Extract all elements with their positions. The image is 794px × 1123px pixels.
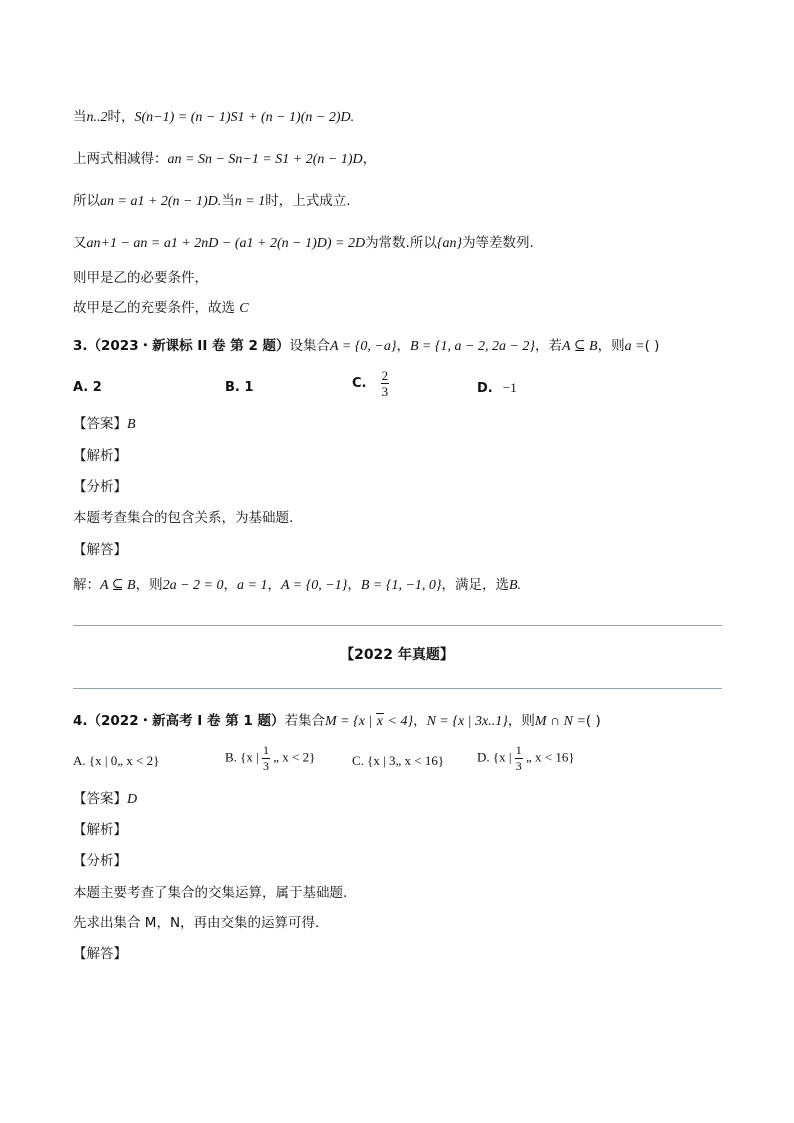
- formula: n = 1: [234, 194, 266, 209]
- q4-stem: [73, 712, 601, 731]
- option-text: „ x < 16}: [525, 749, 575, 765]
- formula: S(n−1) = (n − 1)S1 + (n − 1)(n − 2)D.: [134, 110, 355, 125]
- text: 时，上式成立.: [265, 193, 351, 209]
- numerator: 1: [263, 743, 270, 757]
- text: 则甲是乙的必要条件，: [73, 270, 208, 286]
- option-text: B. {x |: [225, 749, 259, 765]
- q3-jieda: [73, 541, 127, 559]
- formula: N = {x | 3x..1}: [426, 714, 508, 729]
- section-divider-top: [73, 625, 722, 626]
- fraction: [515, 743, 523, 774]
- proof-line-2: [73, 150, 376, 169]
- q4-number: 4.（2022・新高考 I 卷 第 1 题）: [73, 713, 285, 729]
- q4-jiexi: [73, 821, 127, 839]
- text: 若集合: [284, 713, 326, 729]
- q4-option-d: [477, 743, 575, 774]
- math: ..2: [93, 110, 108, 125]
- paren: ( ): [644, 338, 660, 354]
- text: ，: [267, 577, 281, 593]
- fraction: [381, 368, 390, 399]
- formula: M = {x |: [325, 714, 376, 729]
- proof-line-5: [73, 269, 208, 287]
- q4-option-b: [225, 743, 315, 774]
- option-label: D.: [477, 381, 493, 396]
- text: 当: [221, 193, 235, 209]
- q3-option-d: [477, 380, 517, 396]
- text: ，: [347, 577, 361, 593]
- text: 解：: [73, 577, 100, 593]
- text: ，: [413, 713, 427, 729]
- sqrt: x: [376, 714, 384, 729]
- proof-line-4: [73, 234, 534, 253]
- q4-option-a: [73, 753, 159, 769]
- q3-solution: [73, 576, 521, 595]
- text: ，则: [597, 338, 625, 354]
- formula: < 4}: [384, 714, 414, 729]
- text: 本题主要考查了集合的交集运算，属于基础题.: [73, 885, 348, 901]
- text: 又: [73, 235, 87, 251]
- q3-option-c: [352, 368, 389, 399]
- option-text: C. {x | 3„ x < 16}: [352, 753, 445, 768]
- q3-option-a: [73, 380, 102, 395]
- heading: 【解答】: [73, 946, 127, 962]
- text: ，若: [535, 338, 563, 354]
- q4-fenxi: [73, 852, 127, 870]
- q3-stem: [73, 337, 659, 356]
- answer-choice: C: [239, 301, 249, 316]
- heading: 【分析】: [73, 853, 127, 869]
- text: ，则: [135, 577, 163, 593]
- q4-option-c: [352, 753, 444, 769]
- answer-value: D: [127, 792, 138, 807]
- q4-analysis-2: [73, 914, 319, 932]
- answer-value: B: [127, 417, 136, 432]
- text: ，则: [507, 713, 535, 729]
- section-divider-bottom: [73, 688, 722, 689]
- answer-label: 【答案】: [73, 791, 127, 807]
- formula: {an}: [436, 236, 463, 251]
- option-label: C.: [352, 376, 367, 391]
- text: 当: [73, 109, 87, 125]
- formula: a =: [624, 339, 645, 354]
- formula: A ⊆ B: [100, 578, 136, 593]
- math: n: [86, 110, 94, 125]
- denominator: 3: [381, 384, 389, 399]
- formula: B.: [509, 578, 522, 593]
- proof-line-6: [73, 299, 249, 318]
- section-title: 【2022 年真题】: [340, 647, 454, 663]
- option-text: „ x < 2}: [273, 749, 316, 765]
- answer-label: 【答案】: [73, 416, 127, 432]
- q4-jieda: [73, 945, 127, 963]
- text: ，: [396, 338, 410, 354]
- numerator: 2: [381, 368, 389, 383]
- formula: an = Sn − Sn−1 = S1 + 2(n − 1)D: [167, 152, 363, 167]
- text: 为常数.所以: [365, 235, 437, 251]
- formula: A ⊆ B: [562, 339, 598, 354]
- formula: B = {1, −1, 0}: [360, 578, 442, 593]
- text: 先求出集合 M，N，再由交集的运算可得.: [73, 915, 320, 931]
- q3-number: 3.（2023・新课标 II 卷 第 2 题）: [73, 338, 290, 354]
- formula: A = {0, −1}: [280, 578, 348, 593]
- q3-fenxi: [73, 478, 127, 496]
- text: 为等差数列.: [462, 235, 534, 251]
- text: ，满足，选: [441, 577, 509, 593]
- text: ，: [223, 577, 237, 593]
- q4-analysis-1: [73, 884, 347, 902]
- q3-analysis: [73, 509, 293, 527]
- q3-option-b: [225, 380, 253, 395]
- text: 上两式相减得：: [73, 151, 168, 167]
- formula: an = a1 + 2(n − 1)D.: [100, 194, 222, 209]
- option-text: B. 1: [225, 380, 254, 395]
- denominator: 3: [515, 759, 522, 773]
- text: ，: [362, 151, 377, 167]
- q3-jiexi: [73, 447, 127, 465]
- text: 时，: [107, 109, 135, 125]
- formula: an+1 − an = a1 + 2nD − (a1 + 2(n − 1)D) = 2D: [86, 236, 366, 251]
- fraction: [262, 743, 270, 774]
- heading: 【解析】: [73, 822, 127, 838]
- option-text: A. 2: [73, 380, 102, 395]
- q3-answer: [73, 415, 136, 434]
- heading: 【分析】: [73, 479, 127, 495]
- formula: a = 1: [237, 578, 268, 593]
- paren: ( ): [585, 713, 601, 729]
- formula: M ∩ N =: [534, 714, 586, 729]
- text: 本题考查集合的包含关系，为基础题.: [73, 510, 294, 526]
- option-value: −1: [502, 380, 517, 395]
- q4-answer: [73, 790, 137, 809]
- option-text: D. {x |: [477, 749, 512, 765]
- text: 故甲是乙的充要条件，故选: [73, 300, 235, 316]
- formula: A = {0, −a}: [330, 339, 397, 354]
- proof-line-3: [73, 192, 351, 211]
- denominator: 3: [263, 759, 270, 773]
- formula: B = {1, a − 2, 2a − 2}: [409, 339, 536, 354]
- numerator: 1: [515, 743, 522, 757]
- text: 设集合: [289, 338, 331, 354]
- formula: 2a − 2 = 0: [162, 578, 224, 593]
- heading: 【解析】: [73, 448, 127, 464]
- proof-line-1: [73, 108, 354, 127]
- heading: 【解答】: [73, 542, 127, 558]
- option-text: A. {x | 0„ x < 2}: [73, 753, 160, 768]
- text: 所以: [73, 193, 100, 209]
